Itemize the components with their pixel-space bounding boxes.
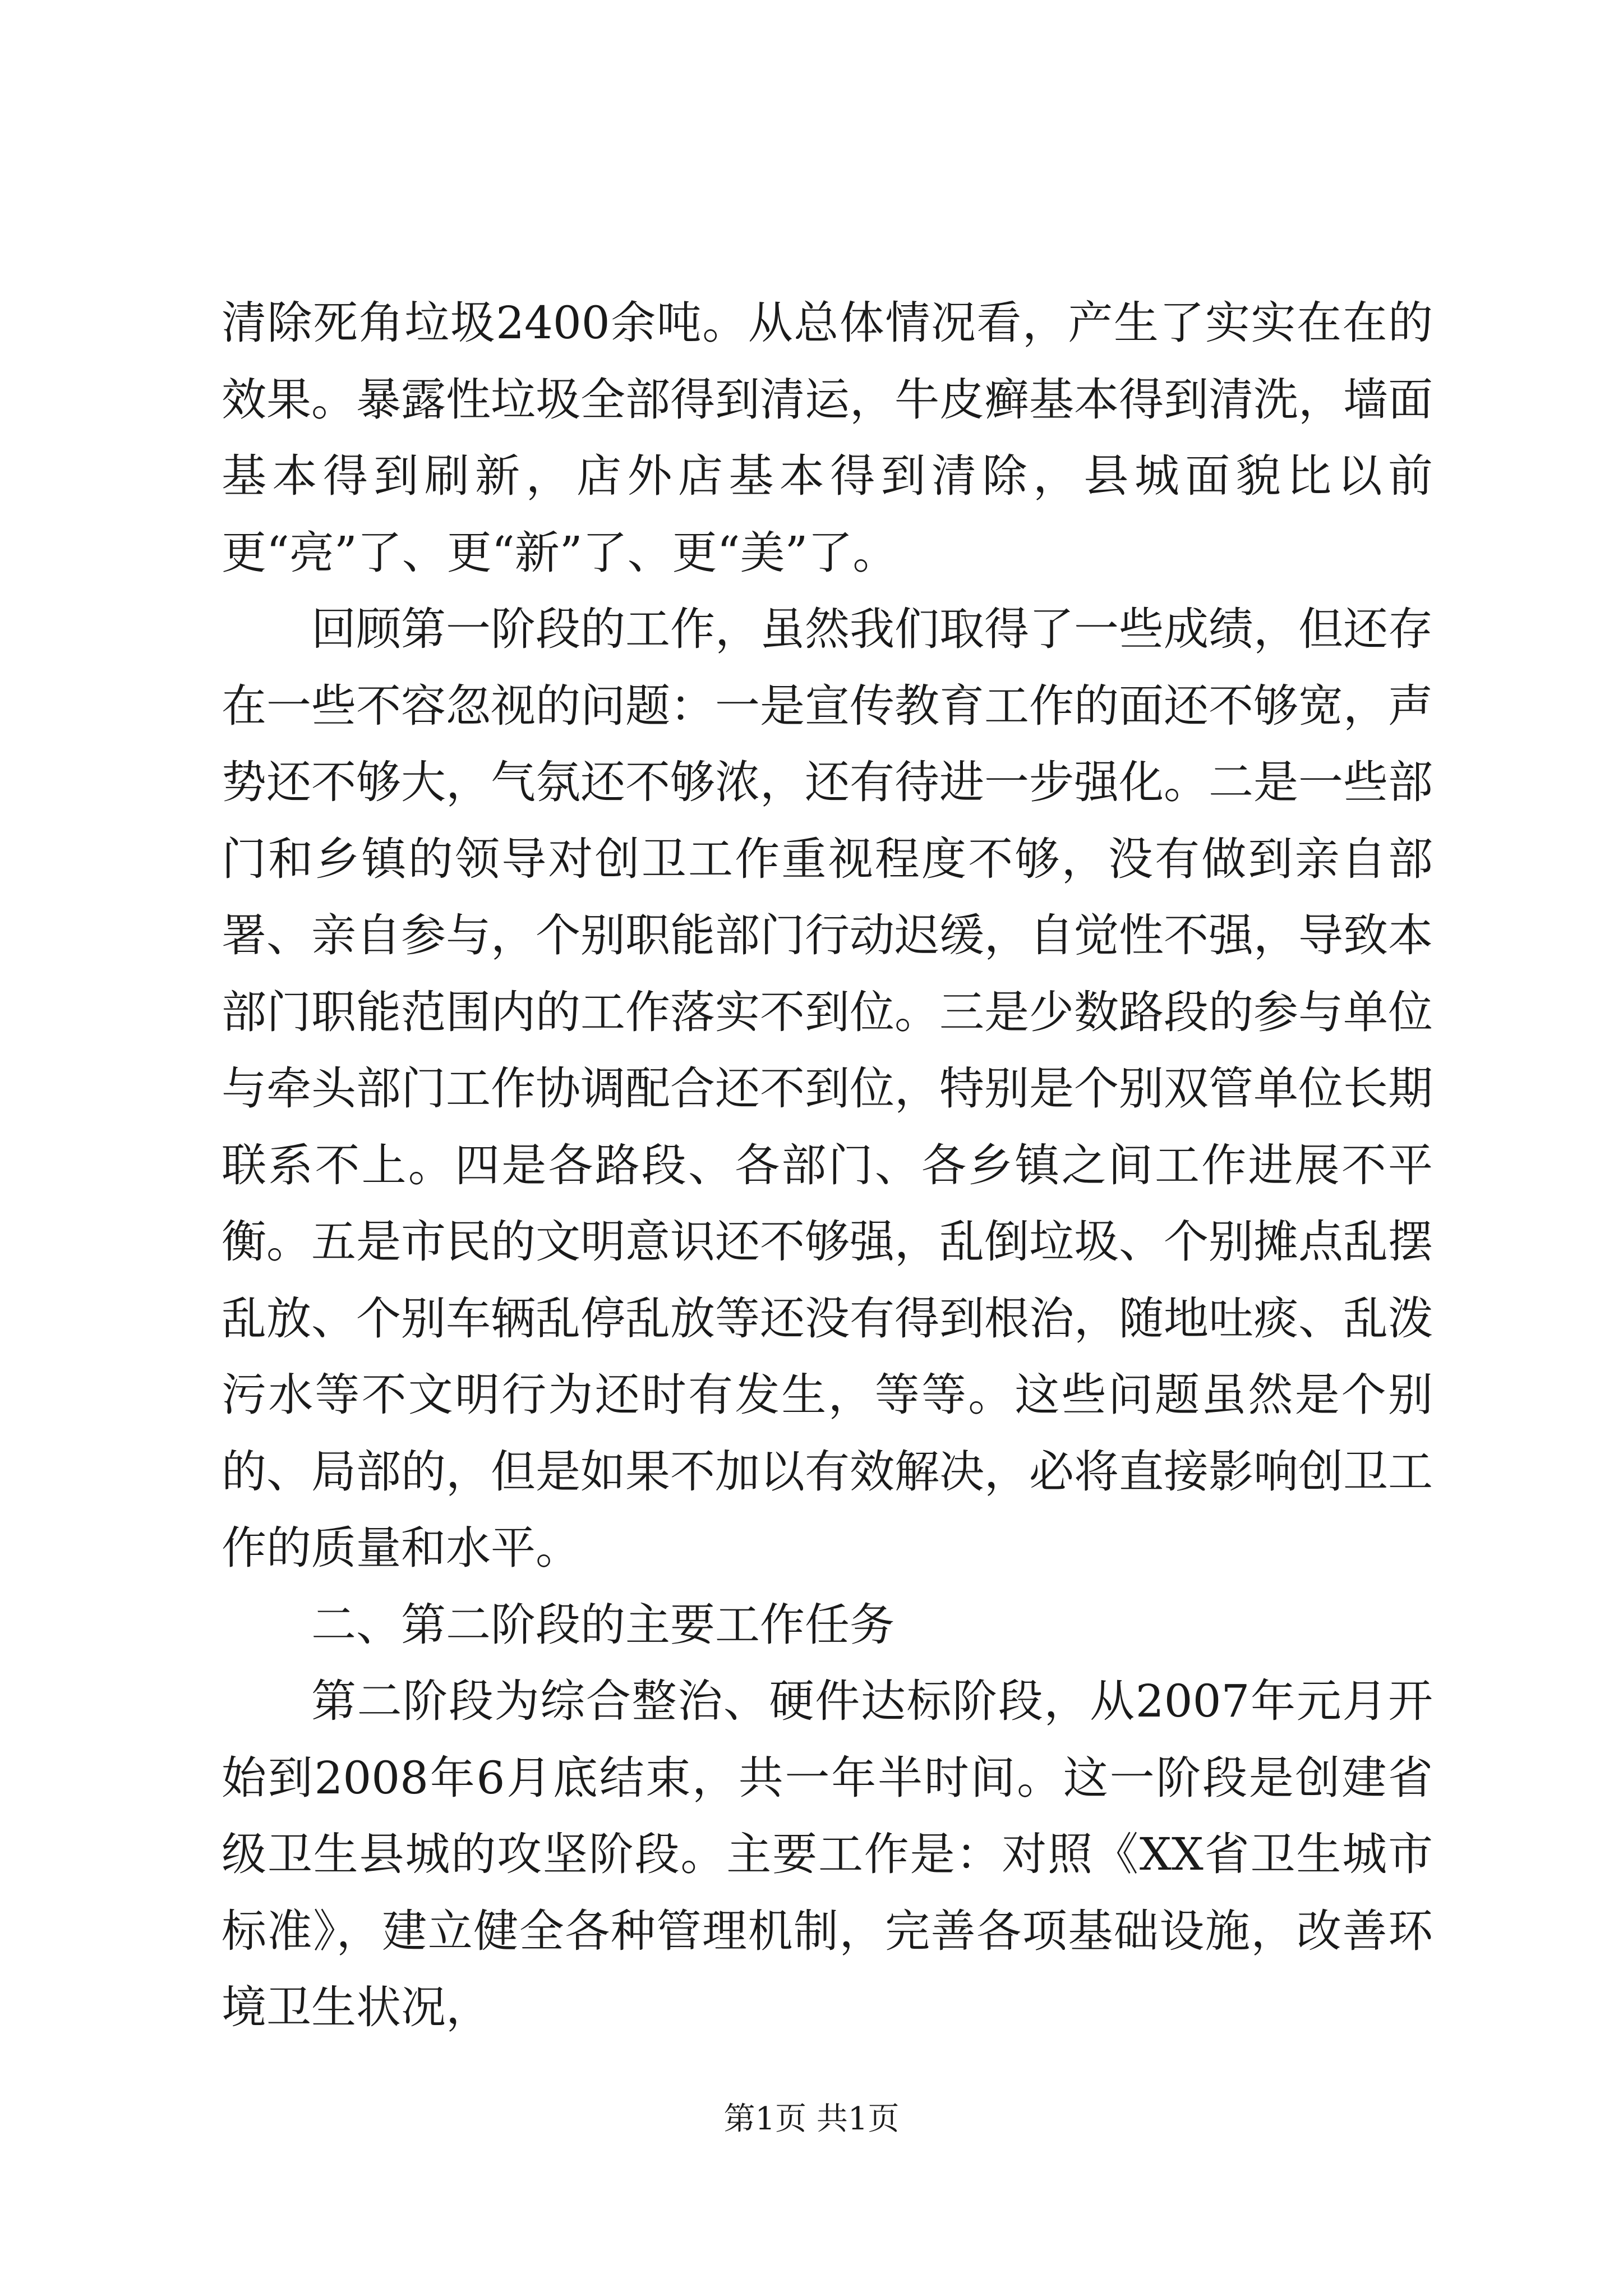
paragraph-1: 清除死角垃圾2400余吨。从总体情况看，产生了实实在在的效果。暴露性垃圾全部得到清运，牛皮癣基本得到清洗，墙面基本得到刷新，店外店基本得到清除，县城面貌比以前更“亮”了、更“新”了、更“美”了。 [222, 297, 1433, 579]
paragraph-3: 第二阶段为综合整治、硬件达标阶段，从2007年元月开始到2008年6月底结束，共一年半时间。这一阶段是创建省级卫生县城的攻坚阶段。主要工作是：对照《XX省卫生城市标准》，建立健全各种管理机制，完善各项基础设施，改善环境卫生状况， [222, 1675, 1433, 2033]
paragraph-2: 回顾第一阶段的工作，虽然我们取得了一些成绩，但还存在一些不容忽视的问题：一是宣传教育工作的面还不够宽，声势还不够大，气氛还不够浓，还有待进一步强化。二是一些部门和乡镇的领导对创卫工作重视程度不够，没有做到亲自部署、亲自参与，个别职能部门行动迟缓，自觉性不强，导致本部门职能范围内的工作落实不到位。三是少数路段的参与单位与牵头部门工作协调配合还不到位，特别是个别双管单位长期联系不上。四是各路段、各部门、各乡镇之间工作进展不平衡。五是市民的文明意识还不够强，乱倒垃圾、个别摊点乱摆乱放、个别车辆乱停乱放等还没有得到根治，随地吐痰、乱泼污水等不文明行为还时有发生，等等。这些问题虽然是个别的、局部的，但是如果不加以有效解决，必将直接影响创卫工作的质量和水平。 [222, 603, 1433, 1574]
page-footer: 第1页 共1页 [723, 2101, 900, 2137]
document-body [222, 285, 1433, 2046]
section-heading: 二、第二阶段的主要工作任务 [311, 1598, 895, 1651]
